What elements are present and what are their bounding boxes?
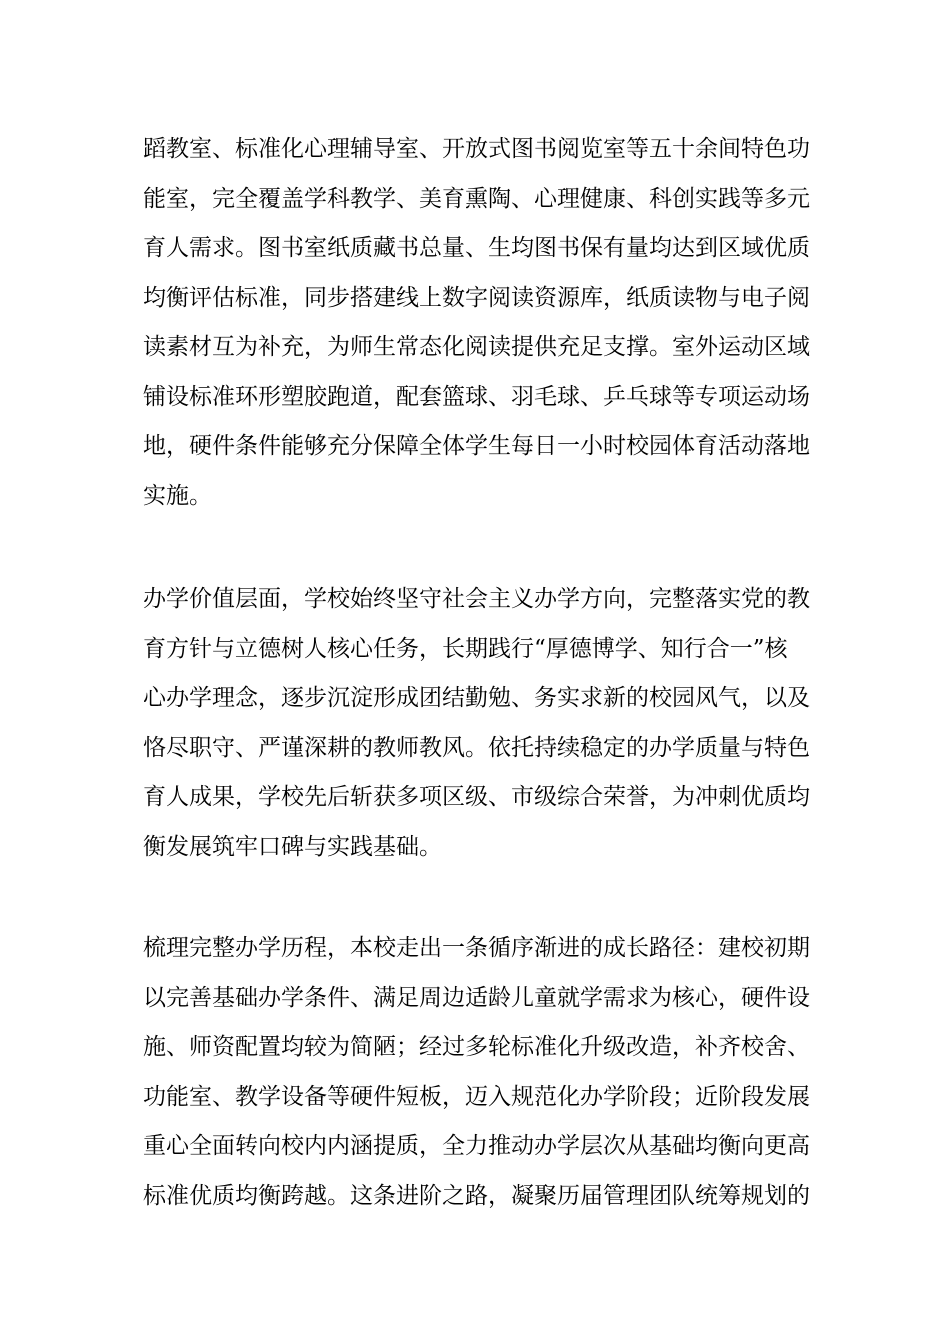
text-line: 重心全面转向校内内涵提质，全力推动办学层次从基础均衡向更高 bbox=[143, 1133, 810, 1159]
text-line: 施、师资配置均较为简陋；经过多轮标准化升级改造，补齐校舍、 bbox=[143, 1034, 810, 1060]
text-line: 实施。 bbox=[143, 482, 212, 509]
paragraph-history bbox=[143, 924, 810, 1221]
text-line: 育人需求。图书室纸质藏书总量、生均图书保有量均达到区域优质 bbox=[143, 235, 810, 261]
text-line: 功能室、教学设备等硬件短板，迈入规范化办学阶段；近阶段发展 bbox=[143, 1083, 810, 1110]
text-line: 恪尽职守、严谨深耕的教师教风。依托持续稳定的办学质量与特色 bbox=[143, 734, 810, 761]
text-line: 办学价值层面，学校始终坚守社会主义办学方向，完整落实党的教 bbox=[143, 586, 810, 612]
text-line: 能室，完全覆盖学科教学、美育熏陶、心理健康、科创实践等多元 bbox=[143, 185, 810, 212]
text-line: 读素材互为补充，为师生常态化阅读提供充足支撑。室外运动区域 bbox=[143, 334, 810, 360]
paragraph-facilities bbox=[143, 125, 810, 521]
text-line: 铺设标准环形塑胶跑道，配套篮球、羽毛球、乒乓球等专项运动场 bbox=[143, 383, 810, 410]
text-line: 梳理完整办学历程，本校走出一条循序渐进的成长路径：建校初期 bbox=[143, 935, 810, 961]
paragraph-values bbox=[143, 575, 810, 872]
text-line: 心办学理念，逐步沉淀形成团结勤勉、务实求新的校园风气，以及 bbox=[143, 685, 810, 711]
text-line: 育人成果，学校先后斩获多项区级、市级综合荣誉，为冲刺优质均 bbox=[143, 784, 810, 810]
text-line: 育方针与立德树人核心任务，长期践行“厚德博学、知行合一”核 bbox=[143, 635, 788, 662]
text-line: 地，硬件条件能够充分保障全体学生每日一小时校园体育活动落地 bbox=[143, 433, 810, 459]
text-line: 蹈教室、标准化心理辅导室、开放式图书阅览室等五十余间特色功 bbox=[143, 136, 810, 162]
text-line: 以完善基础办学条件、满足周边适龄儿童就学需求为核心，硬件设 bbox=[143, 984, 810, 1011]
text-line: 标准优质均衡跨越。这条进阶之路，凝聚历届管理团队统筹规划的 bbox=[143, 1182, 810, 1209]
text-line: 衡发展筑牢口碑与实践基础。 bbox=[143, 833, 442, 860]
text-line: 均衡评估标准，同步搭建线上数字阅读资源库，纸质读物与电子阅 bbox=[143, 284, 810, 311]
